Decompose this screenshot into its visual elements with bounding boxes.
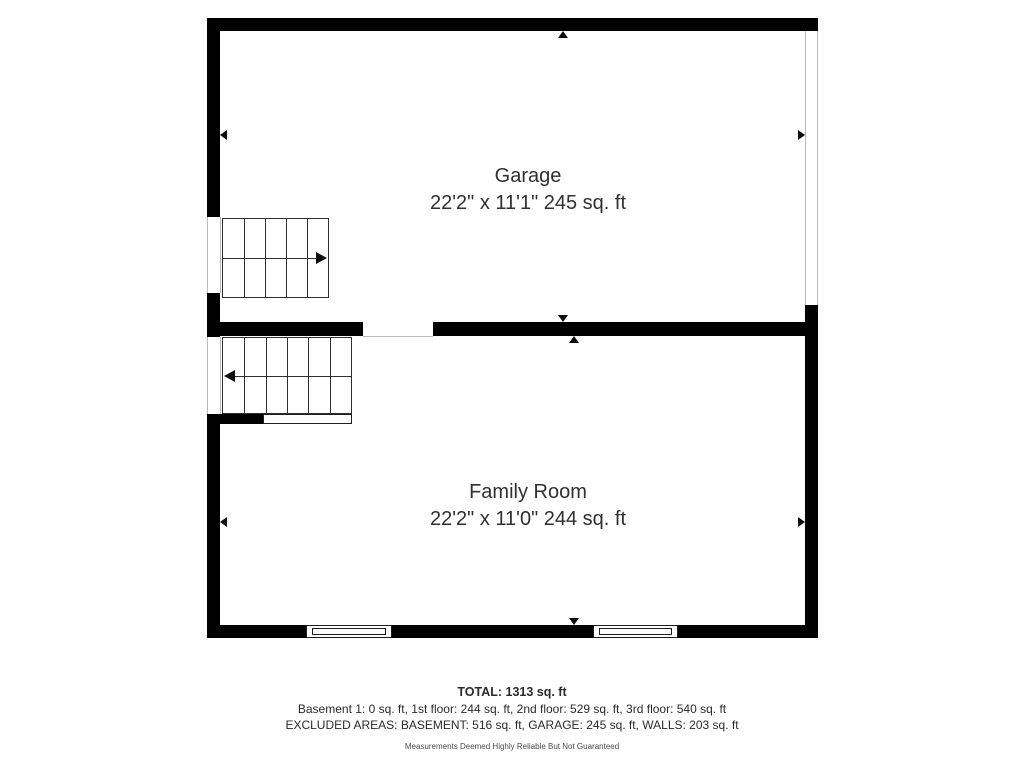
family-room-right-wall-marker-icon [798,517,805,527]
mid-wall-lower-midpoint-marker-icon [569,336,579,343]
window-right [593,625,678,638]
stair-direction-line [232,376,351,377]
garage-door-opening [805,31,818,305]
wall-left-middle [207,293,220,337]
wall-top [207,18,818,31]
wall-left-lower [207,414,220,638]
wall-bottom-segment-1 [207,625,306,638]
top-wall-midpoint-marker-icon [558,31,568,38]
window-left [306,625,392,638]
wall-right-lower [805,305,818,638]
wall-middle-right-segment [433,322,805,336]
room-dimensions: 22'2" x 11'1" 245 sq. ft [429,192,627,214]
room-dimensions: 22'2" x 11'0" 244 sq. ft [429,508,627,530]
wall-bottom-segment-2 [392,625,593,638]
floor-areas: Basement 1: 0 sq. ft, 1st floor: 244 sq. ft, 2nd floor: 529 sq. ft, 3rd floor: 540 sq. ft [297,702,727,716]
window-pane [312,628,386,635]
wall-middle-left-segment [220,322,363,336]
stair-direction-line [223,258,319,259]
doorway-threshold-line [363,335,433,337]
stair-arrow-right-icon [316,252,327,264]
left-wall-lower-stair-opening [207,337,221,414]
room-label-garage [328,163,728,217]
room-label-family-room [328,479,728,533]
mid-wall-upper-midpoint-marker-icon [558,315,568,322]
stair-arrow-left-icon [224,370,235,382]
bottom-wall-midpoint-marker-icon [569,618,579,625]
window-pane [599,628,672,635]
family-room-stairs [222,337,352,414]
garage-stairs [222,218,329,298]
area-summary [0,684,1024,752]
excluded-areas: EXCLUDED AREAS: BASEMENT: 516 sq. ft, GARAGE: 245 sq. ft, WALLS: 203 sq. ft [285,718,739,732]
garage-right-wall-marker-icon [798,130,805,140]
wall-left-upper [207,18,220,217]
family-room-left-wall-marker-icon [220,517,227,527]
total-area: TOTAL: 1313 sq. ft [457,685,567,699]
wall-bottom-segment-3 [678,625,818,638]
wall-stair-stub [220,414,263,424]
garage-left-wall-marker-icon [220,130,227,140]
left-wall-upper-stair-opening [207,217,221,293]
stair-landing [263,414,352,424]
measurement-disclaimer: Measurements Deemed Highly Reliable But Not Guaranteed [404,742,620,751]
room-name: Family Room [469,481,587,503]
room-name: Garage [494,165,562,187]
